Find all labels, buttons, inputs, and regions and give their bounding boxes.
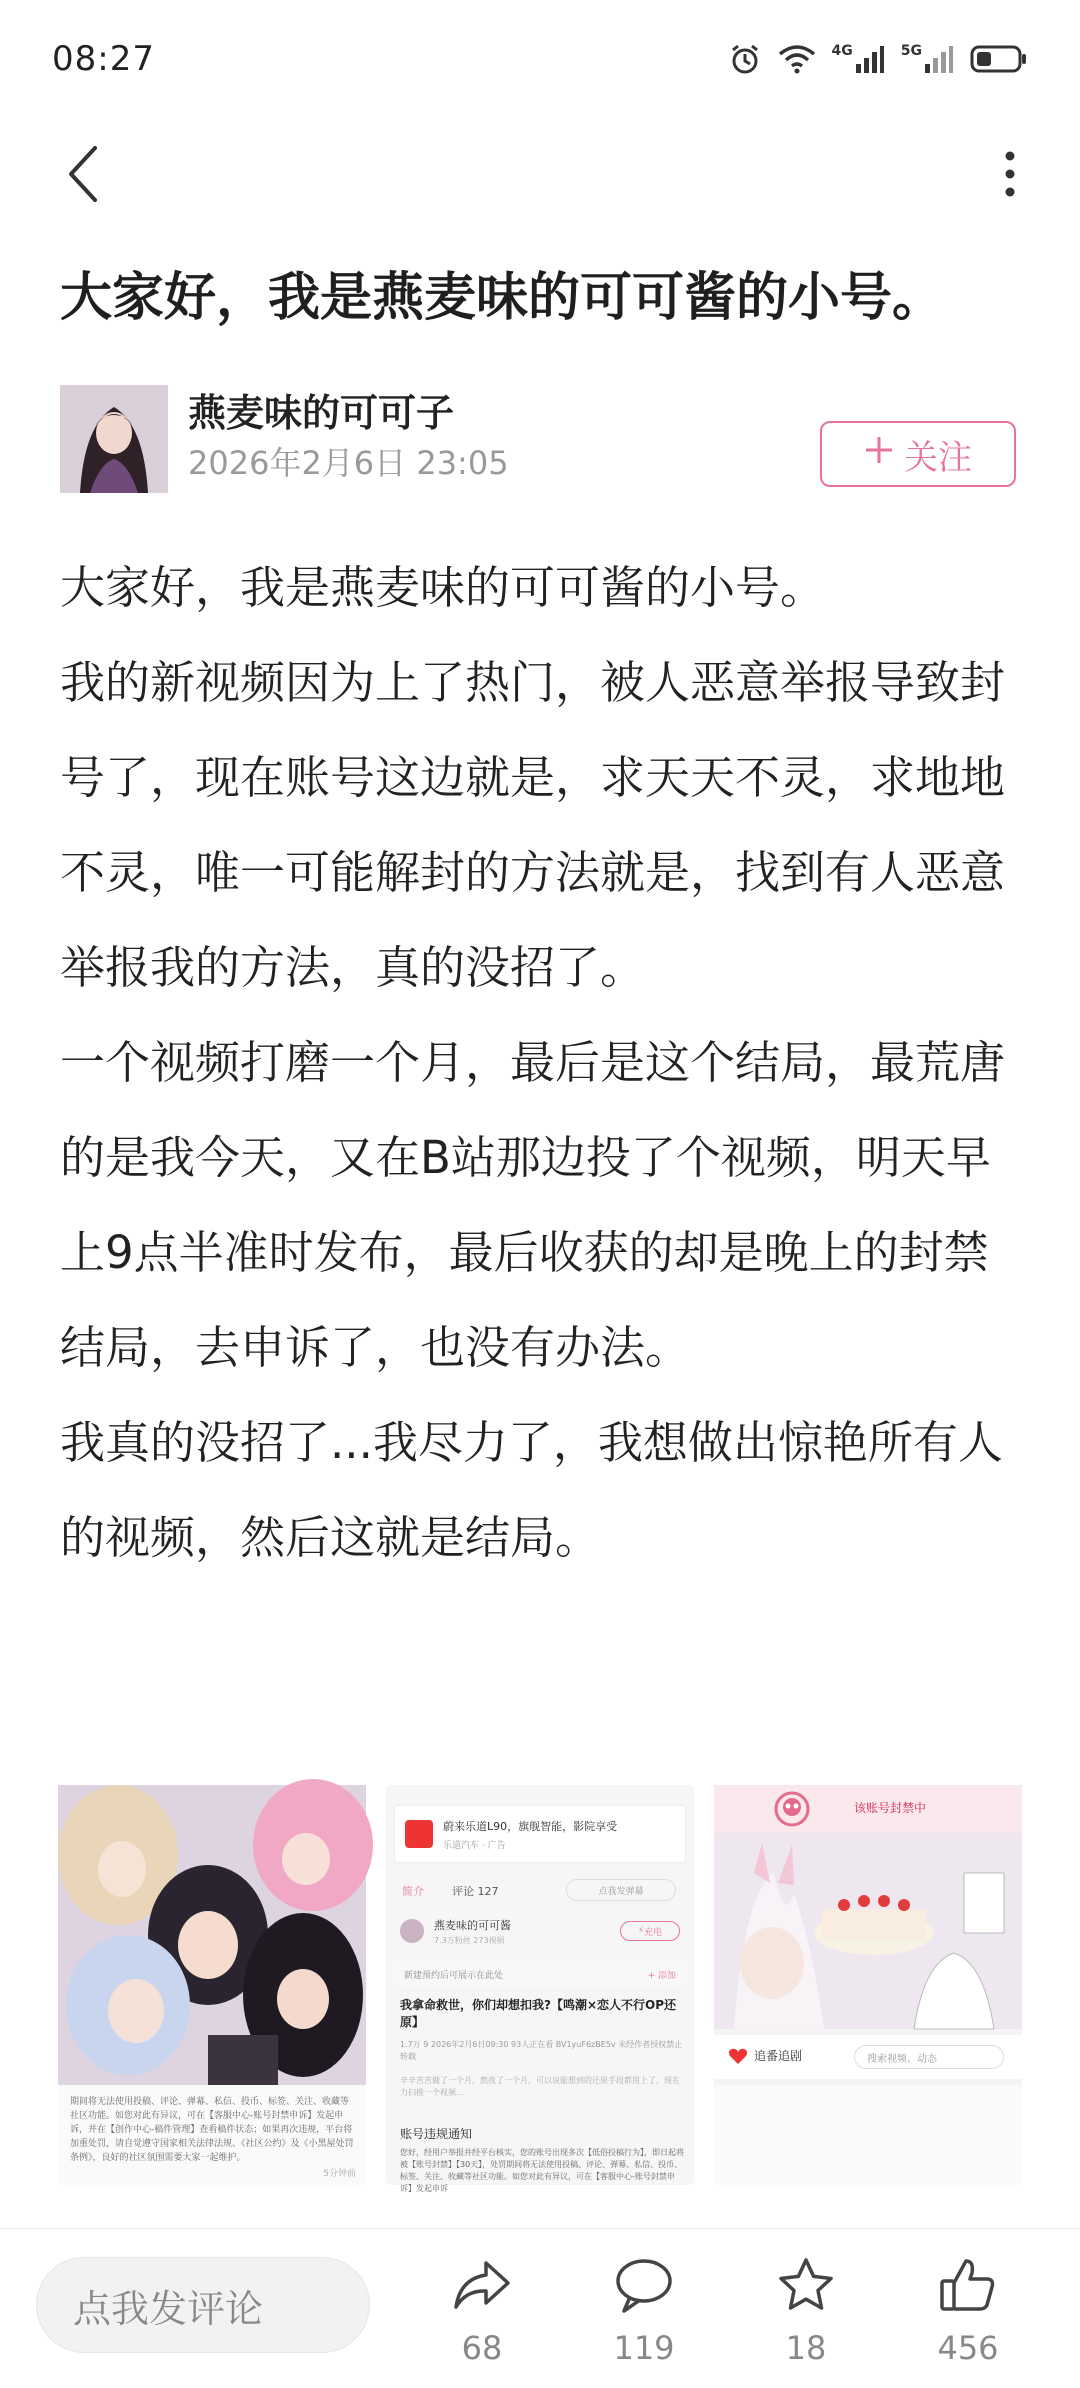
status-time: 08:27 xyxy=(52,39,155,79)
charge-button xyxy=(620,1921,680,1941)
uploader-avatar xyxy=(400,1919,424,1943)
bottom-action-bar xyxy=(0,2228,1080,2388)
post-body xyxy=(60,540,1025,1585)
more-options-button[interactable] xyxy=(990,134,1030,218)
post-image-2[interactable] xyxy=(386,1785,694,2193)
caption-time: 5分钟前 xyxy=(323,2169,356,2179)
more-vertical-icon xyxy=(1004,150,1016,202)
ban-banner-text: 该账号封禁中 xyxy=(854,1801,927,1815)
signal-5g-label: 5G xyxy=(900,43,922,59)
comment-button[interactable] xyxy=(584,2245,704,2375)
comment-bubble-icon xyxy=(584,2245,704,2325)
video-tabs xyxy=(394,1877,686,1905)
author-row xyxy=(60,385,1020,497)
ban-caption: 期间将无法使用投稿、评论、弹幕、私信、投币、标签、关注、收藏等社区功能。如您对此有异议，可在【客服中心-账号封禁申诉】发起申诉，并在【创作中心-稿件管理】查看稿件状态；如果再次违规，平台将加重处罚，请自觉遵守国家相关法律法规、《社区公约》及《小黑屋处罚条例》，良好的社区氛围需要大家一起维护。 xyxy=(70,2097,354,2163)
uploader-name: 燕麦味的可可酱 xyxy=(434,1919,511,1932)
star-icon xyxy=(746,2245,866,2325)
signal-4g-label: 4G xyxy=(831,43,853,59)
notice-title: 账号违规通知 xyxy=(400,2127,473,2141)
like-count: 456 xyxy=(937,2329,999,2367)
bar-label: 追番追剧 xyxy=(754,2049,803,2063)
share-count: 68 xyxy=(461,2329,503,2367)
tab-comments: 评论 127 xyxy=(452,1885,499,1898)
favorite-count: 18 xyxy=(785,2329,827,2367)
ad-subtitle: 乐道汽车 · 广告 xyxy=(443,1841,506,1851)
ad-title: 蔚来乐道L90，旗舰智能，影院享受 xyxy=(443,1820,618,1833)
signal-4g-icon xyxy=(832,44,885,74)
thumbs-up-icon xyxy=(908,2245,1028,2325)
bottom-search-bar xyxy=(714,2035,1022,2079)
wifi-icon xyxy=(778,44,816,74)
author-avatar[interactable] xyxy=(60,385,168,493)
comment-count: 119 xyxy=(613,2329,675,2367)
image-strip xyxy=(58,1785,1022,2193)
post-image-1[interactable] xyxy=(58,1785,366,2185)
post-paragraph: 我真的没招了...我尽力了，我想做出惊艳所有人的视频，然后这就是结局。 xyxy=(60,1416,1003,1564)
video-description: 辛辛苦苦做了一个月，熬夜了一个月，可以说能想到的还原手段都用上了，现在力扫推一个视频... xyxy=(400,2076,680,2097)
nav-bar xyxy=(0,118,1080,238)
uploader-stats: 7.3万粉丝 273视频 xyxy=(434,1936,505,1945)
lightning-icon: ⚡ xyxy=(637,1926,645,1936)
notice-text: 您好，经用户举报并经平台核实，您的账号出现多次【低俗投稿行为】，即日起将被【账号封禁】【30天】，处罚期间将无法使用投稿、评论、弹幕、私信、投币、标签、关注、收藏等社区功能。如您对此有异议，可在【客服中心-账号封禁申诉】发起申诉 xyxy=(400,2148,684,2193)
back-button[interactable] xyxy=(52,134,112,218)
reserve-add: + 添加 xyxy=(647,1971,676,1981)
image-blank-area xyxy=(714,2085,1022,2185)
author-name[interactable]: 燕麦味的可可子 xyxy=(188,391,455,435)
video-meta: 1.7万 9 2026年2月6日09:30 93人正在看 BV1yuF6zBE5v 未经作者授权禁止转载 xyxy=(400,2040,683,2061)
post-title: 大家好，我是燕麦味的可可酱的小号。 xyxy=(60,268,945,328)
ad-card xyxy=(394,1805,686,1863)
post-date: 2026年2月6日 23:05 xyxy=(188,444,509,482)
post-paragraph: 我的新视频因为上了热门，被人恶意举报导致封号了，现在账号这边就是，求天天不灵，求地地不灵，唯一可能解封的方法就是，找到有人恶意举报我的方法，真的没招了。 xyxy=(60,656,1006,994)
signal-5g-icon xyxy=(901,44,954,74)
danmaku-input: 点我发弹幕 xyxy=(566,1879,676,1901)
post-paragraph: 一个视频打磨一个月，最后是这个结局，最荒唐的是我今天，又在B站那边投了个视频，明天早上9点半准时发布，最后收获的却是晚上的封禁结局，去申诉了，也没有办法。 xyxy=(60,1036,1006,1374)
share-button[interactable] xyxy=(422,2245,542,2375)
follow-label: 关注 xyxy=(904,437,972,478)
comment-input[interactable]: 点我发评论 xyxy=(36,2257,370,2353)
post-image-3[interactable] xyxy=(714,1785,1022,2185)
follow-button[interactable] xyxy=(820,421,1016,487)
tab-intro: 简介 xyxy=(402,1885,424,1898)
like-button[interactable] xyxy=(908,2245,1028,2375)
anime-group-illustration xyxy=(58,1785,366,2085)
plus-icon xyxy=(864,434,894,474)
ban-banner xyxy=(714,1785,1022,1833)
battery-icon xyxy=(970,44,1028,74)
share-icon xyxy=(422,2245,542,2325)
heart-icon xyxy=(728,2047,748,2069)
ad-logo-icon xyxy=(405,1820,433,1848)
alarm-icon xyxy=(728,42,762,76)
favorite-button[interactable] xyxy=(746,2245,866,2375)
uploader-row xyxy=(394,1913,686,1953)
ban-illustration xyxy=(714,1833,1022,2029)
skull-icon xyxy=(774,1791,810,1831)
mini-search-input: 搜索视频、动态 xyxy=(854,2045,1004,2069)
reserve-text: 新建预约后可展示在此处 xyxy=(404,1971,504,1981)
status-icons xyxy=(728,42,1028,76)
charge-label: 充电 xyxy=(644,1927,663,1938)
post-paragraph: 大家好，我是燕麦味的可可酱的小号。 xyxy=(60,561,826,614)
reserve-row xyxy=(394,1961,686,1987)
status-bar xyxy=(0,0,1080,118)
video-title: 我拿命救世，你们却想扣我?【鸣潮×恋人不行OP还原】 xyxy=(400,1998,677,2029)
chevron-left-icon xyxy=(65,144,99,208)
